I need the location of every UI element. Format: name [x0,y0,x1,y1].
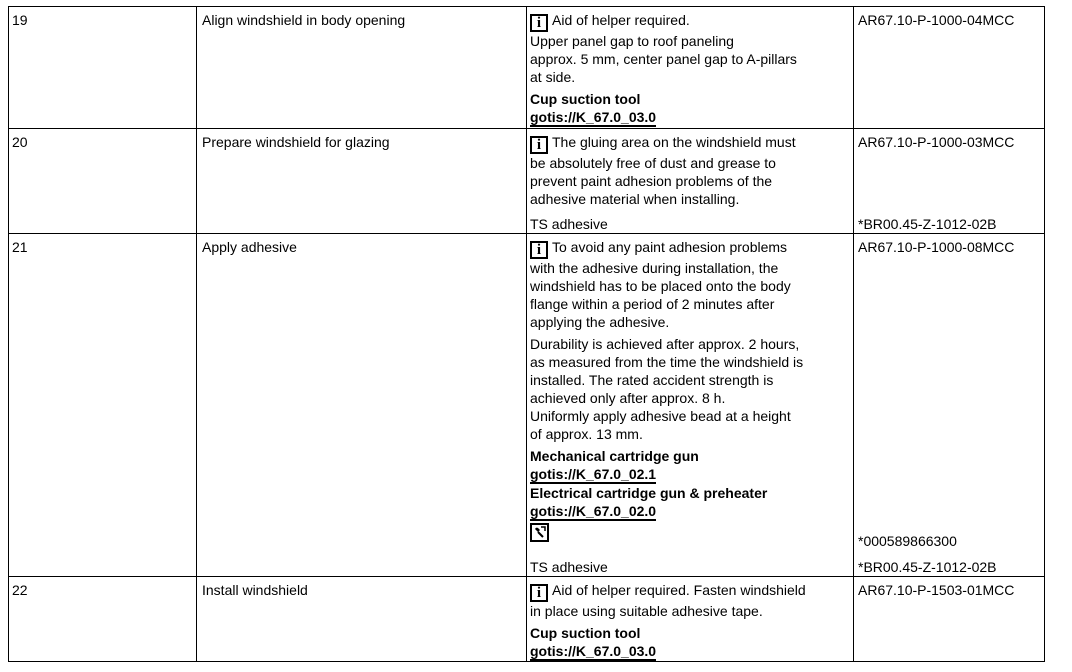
note-line: flange within a period of 2 minutes after [530,296,775,312]
reference-link[interactable]: AR67.10-P-1000-03MCC [858,134,1015,150]
info-icon: i [530,136,548,154]
special-tool-icon [530,523,549,542]
reference-cell [854,129,1045,234]
notes-cell [527,577,854,662]
table-row [9,7,1045,129]
table-row [9,129,1045,234]
material-reference[interactable]: *BR00.45-Z-1012-02B [858,559,997,575]
step-number-cell [9,234,197,577]
notes-cell [527,234,854,577]
reference-link[interactable]: AR67.10-P-1000-08MCC [858,239,1015,255]
note-line: windshield has to be placed onto the body [530,278,791,294]
tool-reference[interactable]: *000589866300 [858,533,957,549]
tool-name: Cup suction tool [530,91,641,107]
step-number: 22 [12,582,28,598]
note-line: in place using suitable adhesive tape. [530,603,763,619]
note-line: The gluing area on the windshield must [552,134,796,150]
note-line: approx. 5 mm, center panel gap to A-pillars [530,51,797,67]
notes-cell [527,129,854,234]
operation-text: Apply adhesive [202,239,297,255]
reference-cell [854,234,1045,577]
step-number-cell [9,129,197,234]
operation-text: Install windshield [202,582,308,598]
note-line: Upper panel gap to roof paneling [530,33,734,49]
note-line: Aid of helper required. [552,12,690,28]
reference-cell [854,577,1045,662]
durability-line: as measured from the time the windshield is [530,354,804,370]
notes-cell [527,7,854,129]
note-line: To avoid any paint adhesion problems [552,239,788,255]
note-line: prevent paint adhesion problems of the [530,173,773,189]
step-number-cell [9,7,197,129]
tool-name: Cup suction tool [530,625,641,641]
note-line: be absolutely free of dust and grease to [530,155,776,171]
durability-line: achieved only after approx. 8 h. [530,390,726,406]
table-row [9,234,1045,577]
note-line: adhesive material when installing. [530,191,740,207]
operation-text: Prepare windshield for glazing [202,134,390,150]
tool-link[interactable]: gotis://K_67.0_02.1 [530,466,657,482]
material-name: TS adhesive [530,216,608,232]
tool-name: Electrical cartridge gun & preheater [530,485,768,501]
step-number: 20 [12,134,28,150]
reference-cell [854,7,1045,129]
durability-line: Uniformly apply adhesive bead at a height [530,408,791,424]
durability-line: of approx. 13 mm. [530,426,643,442]
info-icon: i [530,241,548,259]
note-line: Aid of helper required. Fasten windshield [552,582,806,598]
material-reference[interactable]: *BR00.45-Z-1012-02B [858,216,997,232]
operation-cell [197,7,527,129]
durability-line: installed. The rated accident strength is [530,372,774,388]
table-row [9,577,1045,662]
tool-link[interactable]: gotis://K_67.0_03.0 [530,109,657,125]
operation-cell [197,234,527,577]
tool-link[interactable]: gotis://K_67.0_02.0 [530,503,657,519]
operation-cell [197,129,527,234]
material-name: TS adhesive [530,559,608,575]
note-line: applying the adhesive. [530,314,670,330]
reference-link[interactable]: AR67.10-P-1000-04MCC [858,12,1015,28]
step-number: 19 [12,12,28,28]
tool-name: Mechanical cartridge gun [530,448,699,464]
info-icon: i [530,14,548,32]
tool-link[interactable]: gotis://K_67.0_03.0 [530,643,657,659]
durability-line: Durability is achieved after approx. 2 hours, [530,336,800,352]
reference-link[interactable]: AR67.10-P-1503-01MCC [858,582,1015,598]
info-icon: i [530,584,548,602]
operation-text: Align windshield in body opening [202,12,406,28]
note-line: at side. [530,69,576,85]
note-line: with the adhesive during installation, the [530,260,779,276]
procedure-table [8,6,1045,662]
step-number: 21 [12,239,28,255]
step-number-cell [9,577,197,662]
operation-cell [197,577,527,662]
